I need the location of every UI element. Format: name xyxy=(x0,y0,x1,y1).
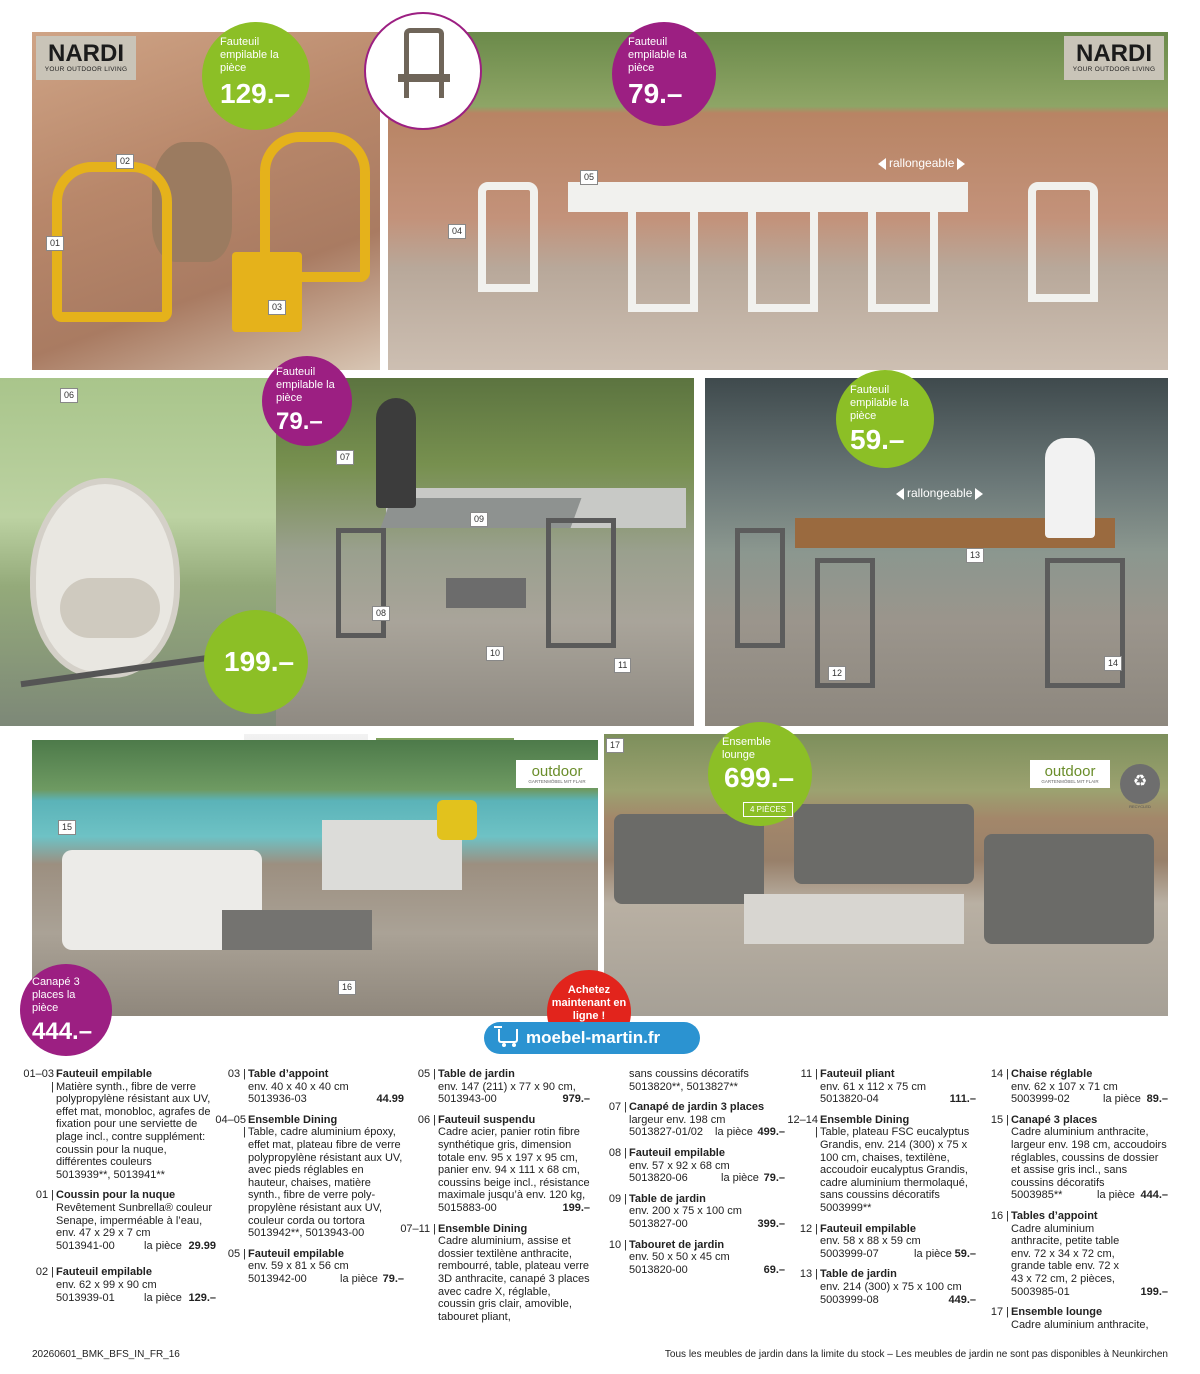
shop-url-text: moebel-martin.fr xyxy=(526,1028,661,1047)
product-description: env. 59 x 81 x 56 cm xyxy=(248,1260,349,1273)
chair-product-circle xyxy=(364,12,482,130)
product-code: 5013941-00 xyxy=(56,1239,115,1252)
price-badge-59 xyxy=(836,370,934,468)
item-tag: 16 xyxy=(338,980,356,995)
price-badge-price: 444.– xyxy=(32,1018,93,1045)
product-title: Fauteuil empilable xyxy=(820,1222,916,1235)
product-number: 13 | xyxy=(799,1268,818,1281)
product-description: env. 62 x 99 x 90 cm xyxy=(56,1278,157,1291)
price-badge-price: 699.– xyxy=(724,762,795,793)
product-07 xyxy=(608,1101,785,1139)
product-description: Cadre aluminium, assise et dossier textilène anthracite, rembourré, table, plateau verre 3D anthracite, canapé 3 places avec cadre X, réglable, coussin gris clair, amovible, tabouret pliant, xyxy=(438,1235,590,1323)
product-column-4 xyxy=(608,1068,785,1276)
product-number: 03 | xyxy=(227,1068,246,1080)
recycling-label: RECYCLED xyxy=(1129,804,1151,809)
arrow-left-icon xyxy=(896,488,904,500)
product-column-2 xyxy=(215,1068,404,1286)
product-description: Cadre aluminium anthracite, largeur env. 198 cm, accoudoirs réglables, coussins de dossier et assise gris incl., sans coussins décoratifs xyxy=(1011,1126,1167,1189)
item-tag: 08 xyxy=(372,606,390,621)
product-number: 16 | xyxy=(990,1209,1009,1222)
outdoor-logo-name: outdoor xyxy=(531,763,583,780)
product-unit: la pièce xyxy=(340,1272,378,1285)
product-number: 05 | xyxy=(417,1068,436,1080)
product-description: env. 214 (300) x 75 x 100 cm xyxy=(820,1280,962,1293)
product-title: Table de jardin xyxy=(820,1268,897,1281)
item-tag: 06 xyxy=(60,388,78,403)
arrow-right-icon xyxy=(975,488,983,500)
product-description: Cadre acier, panier rotin fibre synthétique gris, dimension totale env. 95 x 197 x 95 cm, panier env. 94 x 111 x 68 cm, coussins beige incl., résistance maximale jusqu’à env. 120 kg, xyxy=(438,1126,590,1202)
product-title: Fauteuil empilable xyxy=(56,1068,152,1080)
product-04-05 xyxy=(215,1113,404,1240)
product-price: 44.99 xyxy=(376,1093,404,1106)
product-title: Table d’appoint xyxy=(248,1068,329,1080)
product-number: 05 | xyxy=(227,1247,246,1260)
product-number: 12–14 | xyxy=(787,1113,818,1139)
product-code: 5013827-00 xyxy=(629,1217,688,1230)
product-code: 5015883-00 xyxy=(438,1201,497,1214)
product-code: 5013820**, 5013827** xyxy=(629,1080,738,1093)
product-number: 07 | xyxy=(608,1101,627,1114)
price-badge-label: Ensemble lounge xyxy=(722,736,771,761)
product-price: 979.– xyxy=(562,1093,590,1106)
price-badge-129 xyxy=(202,22,310,130)
product-number: 01–03 | xyxy=(23,1068,54,1093)
item-tag: 07 xyxy=(336,450,354,465)
product-15 xyxy=(990,1113,1168,1202)
product-description: Matière synth., fibre de verre polypropylène résistant aux UV, effet mat, monobloc, agrafes de fixation pour une serviette de plage incl., contre supplément: coussin pour la nuque, différentes couleurs xyxy=(56,1080,211,1169)
price-badge-price: 59.– xyxy=(850,424,905,455)
price-badge-price: 199.– xyxy=(224,646,295,677)
product-code: 5013943-00 xyxy=(438,1093,497,1106)
stock-disclaimer: Tous les meubles de jardin dans la limite du stock – Les meubles de jardin ne sont pas disponibles à Neunkirchen xyxy=(664,1349,1168,1360)
buy-online-badge[interactable]: Achetez maintenant en ligne ! xyxy=(547,970,631,1054)
item-tag: 17 xyxy=(606,738,624,753)
price-badge-label: Fauteuil empilable la pièce xyxy=(628,36,687,74)
arrow-right-icon xyxy=(957,158,965,170)
outdoor-logo-name: outdoor xyxy=(1044,763,1096,780)
product-code: 5003999** xyxy=(820,1201,872,1214)
product-code: 5013939-01 xyxy=(56,1291,115,1304)
product-price: 79.– xyxy=(763,1172,785,1185)
extendable-text: rallongeable xyxy=(907,486,973,500)
product-description: env. 57 x 92 x 68 cm xyxy=(629,1159,730,1172)
photo-dining-white xyxy=(388,32,1168,370)
product-title: Table de jardin xyxy=(629,1192,706,1205)
product-price: 444.– xyxy=(1140,1189,1168,1202)
product-column-1 xyxy=(23,1068,216,1304)
item-tag: 10 xyxy=(486,646,504,661)
price-badge-199 xyxy=(204,610,308,714)
product-title: Canapé de jardin 3 places xyxy=(629,1101,765,1114)
product-code: 5013939**, 5013941** xyxy=(56,1168,165,1181)
product-title: Ensemble Dining xyxy=(248,1113,338,1126)
photo-pool-lounge xyxy=(32,740,598,1016)
product-number: 11 | xyxy=(800,1068,818,1080)
product-description: Table, cadre aluminium époxy, effet mat, plateau fibre de verre polypropylène résistant aux UV, avec pieds réglables en hauteur, chaises, matière synth., fibre de verre poly-propylène résistant aux UV, couleur corda ou tortora xyxy=(248,1126,403,1227)
product-code: 5013827-01/02 xyxy=(629,1126,704,1139)
price-badge-79-top xyxy=(612,22,716,126)
outdoor-logo xyxy=(516,760,598,788)
product-title: Tabouret de jardin xyxy=(629,1238,725,1251)
product-unit: la pièce xyxy=(1097,1189,1135,1202)
product-16 xyxy=(990,1209,1168,1298)
nardi-logo-name: NARDI xyxy=(48,40,124,67)
product-13 xyxy=(799,1268,976,1306)
product-number: 12 | xyxy=(799,1222,818,1235)
product-price: 399.– xyxy=(757,1217,785,1230)
product-code: 5003999-02 xyxy=(1011,1093,1070,1106)
chair-icon xyxy=(404,28,444,98)
product-title: Ensemble lounge xyxy=(1011,1306,1103,1319)
product-column-3 xyxy=(400,1068,590,1323)
product-11 xyxy=(800,1068,976,1106)
item-tag: 14 xyxy=(1104,656,1122,671)
product-05-table xyxy=(417,1068,590,1106)
product-01-03 xyxy=(23,1068,216,1181)
price-badge-444 xyxy=(20,964,112,1056)
price-badge-price: 79.– xyxy=(276,408,323,435)
product-number: 09 | xyxy=(608,1192,627,1205)
product-14 xyxy=(990,1068,1168,1106)
product-title: Table de jardin xyxy=(438,1068,515,1080)
price-badge-price: 129.– xyxy=(220,78,291,109)
price-badge-79-mid xyxy=(262,356,352,446)
product-unit: la pièce xyxy=(914,1247,952,1260)
outdoor-logo-right xyxy=(1030,760,1110,788)
product-number: 07–11 | xyxy=(400,1222,436,1235)
product-title: Coussin pour la nuque xyxy=(56,1189,176,1202)
four-pieces-badge: 4 PIÈCES xyxy=(743,802,793,817)
product-number: 02 | xyxy=(35,1266,54,1279)
product-code: 5013820-00 xyxy=(629,1263,688,1276)
item-tag: 04 xyxy=(448,224,466,239)
product-number: 06 | xyxy=(417,1113,436,1126)
page-code: 20260601_BMK_BFS_IN_FR_16 xyxy=(32,1349,180,1360)
nardi-logo-tagline: YOUR OUTDOOR LIVING xyxy=(1072,66,1156,73)
product-number: 15 | xyxy=(990,1113,1009,1126)
item-tag: 02 xyxy=(116,154,134,169)
product-code: 5003999-07 xyxy=(820,1247,879,1260)
product-code: 5013936-03 xyxy=(248,1093,307,1106)
product-17 xyxy=(990,1306,1168,1331)
nardi-logo-name: NARDI xyxy=(1076,40,1152,67)
item-tag: 12 xyxy=(828,666,846,681)
product-title: Fauteuil empilable xyxy=(56,1266,152,1279)
product-05-chair xyxy=(227,1247,404,1286)
product-title: Tables d’appoint xyxy=(1011,1209,1098,1222)
product-unit: la pièce xyxy=(715,1126,753,1139)
product-price: 449.– xyxy=(948,1293,976,1306)
product-number: 17 | xyxy=(990,1306,1009,1319)
product-title: Fauteuil empilable xyxy=(248,1247,344,1260)
product-title: Ensemble Dining xyxy=(438,1222,528,1235)
product-title: Fauteuil suspendu xyxy=(438,1113,536,1126)
item-tag: 01 xyxy=(46,236,64,251)
price-badge-label: Fauteuil empilable la pièce xyxy=(850,384,909,422)
item-tag: 05 xyxy=(580,170,598,185)
item-tag: 13 xyxy=(966,548,984,563)
product-06 xyxy=(417,1113,590,1215)
product-description: env. 50 x 50 x 45 cm xyxy=(629,1251,730,1264)
product-description: env. 40 x 40 x 40 cm xyxy=(248,1080,349,1093)
product-price: 59.– xyxy=(954,1247,976,1260)
product-number: 14 | xyxy=(990,1068,1009,1080)
product-description: Cadre aluminium anthracite, petite table env. 72 x 34 x 72 cm, grande table env. 72 x 43 x 72 cm, 2 pièces, 5003985-01 xyxy=(1011,1222,1120,1298)
product-column-6 xyxy=(990,1068,1168,1331)
product-price: 29.99 xyxy=(188,1239,216,1252)
product-title: Canapé 3 places xyxy=(1011,1113,1098,1126)
product-number: 10 | xyxy=(608,1238,627,1251)
product-title: Fauteuil pliant xyxy=(820,1068,895,1080)
product-description: env. 62 x 107 x 71 cm xyxy=(1011,1080,1118,1093)
product-description: env. 61 x 112 x 75 cm xyxy=(820,1080,926,1093)
product-description: sans coussins décoratifs xyxy=(629,1068,749,1080)
product-code: 5013942-00 xyxy=(248,1272,307,1285)
product-title: Fauteuil empilable xyxy=(629,1146,725,1159)
product-price: 129.– xyxy=(188,1291,216,1304)
shop-url-button[interactable] xyxy=(484,1022,700,1054)
nardi-logo-tagline: YOUR OUTDOOR LIVING xyxy=(44,66,128,73)
product-12 xyxy=(799,1222,976,1261)
nardi-logo xyxy=(36,36,136,80)
price-badge-price: 79.– xyxy=(628,78,683,109)
product-description: largeur env. 198 cm xyxy=(629,1113,726,1126)
product-price: 79.– xyxy=(382,1272,404,1285)
outdoor-logo-tagline: GARTENMÖBEL MIT FLAIR xyxy=(1041,779,1099,784)
product-description: Cadre aluminium anthracite, xyxy=(1011,1318,1149,1331)
product-price: 69.– xyxy=(763,1263,785,1276)
product-description: Table, plateau FSC eucalyptus Grandis, env. 214 (300) x 75 x 100 cm, chaises, textilène, accoudoir eucalyptus Grandis, cadre aluminium thermolaqué, sans coussins décoratifs xyxy=(820,1126,970,1202)
product-07-11 xyxy=(400,1222,590,1324)
nardi-logo-right xyxy=(1064,36,1164,80)
product-08 xyxy=(608,1146,785,1185)
cart-icon xyxy=(498,1029,518,1043)
product-description: env. 58 x 88 x 59 cm xyxy=(820,1235,921,1248)
product-code: 5003999-08 xyxy=(820,1293,879,1306)
item-tag: 11 xyxy=(614,658,631,673)
product-price: 111.– xyxy=(949,1093,976,1106)
product-description: env. 147 (211) x 77 x 90 cm, xyxy=(438,1080,576,1093)
product-code: 5003985** xyxy=(1011,1189,1063,1202)
product-price: 199.– xyxy=(562,1201,590,1214)
price-badge-label: Fauteuil empilable la pièce xyxy=(220,36,279,74)
product-number: 08 | xyxy=(608,1146,627,1159)
product-code: 5013942**, 5013943-00 xyxy=(248,1227,365,1240)
product-description: Revêtement Sunbrella® couleur Senape, imperméable à l’eau, env. 47 x 29 x 7 cm xyxy=(56,1201,213,1240)
extendable-label-mid xyxy=(896,486,983,500)
product-02 xyxy=(35,1266,216,1304)
product-12-14 xyxy=(787,1113,976,1215)
product-unit: la pièce xyxy=(1103,1093,1141,1106)
price-badge-label: Fauteuil empilable la pièce xyxy=(276,366,335,404)
product-09 xyxy=(608,1192,785,1231)
product-10 xyxy=(608,1238,785,1277)
product-number: 04–05 | xyxy=(215,1113,246,1139)
product-01 xyxy=(35,1189,216,1252)
arrow-left-icon xyxy=(878,158,886,170)
product-price: 499.– xyxy=(757,1126,785,1139)
product-number: 01 | xyxy=(35,1189,54,1202)
photo-dining-eucalyptus xyxy=(705,378,1168,726)
outdoor-logo-tagline: GARTENMÖBEL MIT FLAIR xyxy=(528,779,586,784)
product-column-5 xyxy=(787,1068,976,1306)
product-price: 199.– xyxy=(1140,1285,1168,1298)
product-title: Chaise réglable xyxy=(1011,1068,1093,1080)
product-price: 89.– xyxy=(1146,1093,1168,1106)
product-code: 5013820-04 xyxy=(820,1093,879,1106)
item-tag: 15 xyxy=(58,820,76,835)
item-tag: 03 xyxy=(268,300,286,315)
extendable-text: rallongeable xyxy=(889,156,955,170)
price-badge-label: Canapé 3 places la pièce xyxy=(32,976,80,1014)
product-unit: la pièce xyxy=(144,1239,182,1252)
product-description: env. 200 x 75 x 100 cm xyxy=(629,1205,742,1218)
product-unit: la pièce xyxy=(721,1172,759,1185)
product-title: Ensemble Dining xyxy=(820,1113,910,1126)
product-07-11-continued xyxy=(629,1068,785,1093)
item-tag: 09 xyxy=(470,512,488,527)
product-code: 5013820-06 xyxy=(629,1172,688,1185)
recycling-icon: ♻ xyxy=(1120,764,1160,804)
product-03 xyxy=(227,1068,404,1106)
product-unit: la pièce xyxy=(144,1291,182,1304)
extendable-label-top xyxy=(878,156,965,170)
